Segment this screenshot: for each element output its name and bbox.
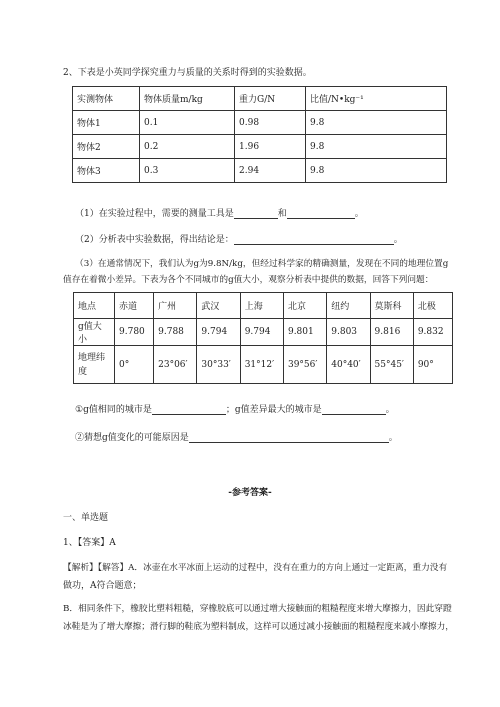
table-cell: 物体3 <box>73 159 140 183</box>
question-b-text: ②猜想g值变化的可能原因是 <box>75 433 189 443</box>
row-label: 地点 <box>74 293 115 319</box>
table-cell: 0.1 <box>140 111 235 135</box>
question-b-text: 。 <box>388 433 398 443</box>
table-cell: 55°45′ <box>370 346 413 384</box>
table-cell: 9.788 <box>154 319 197 346</box>
table-cell: 9.832 <box>413 319 452 346</box>
table-header-cell: 实测物体 <box>73 87 140 111</box>
sub-question-3-line: （3）在通常情况下，我们认为g为9.8N/kg，但经过科学家的精确测量，发现在不同的地理位置g <box>75 259 449 269</box>
table-cell: 23°06′ <box>154 346 197 384</box>
mass-weight-table <box>72 86 447 183</box>
table-row <box>73 159 447 183</box>
table-cell: 40°40′ <box>327 346 370 384</box>
table-cell: 90° <box>413 346 452 384</box>
section-title: 一、单选题 <box>63 513 109 523</box>
question-b <box>75 430 398 443</box>
analysis-line: B．相同条件下，橡胶比塑料粗糙，穿橡胶底可以通过增大接触面的粗糙程度来增大摩擦力，因此穿蹬 <box>63 604 452 614</box>
table-header-cell: 比值/N•kg⁻¹ <box>306 87 447 111</box>
table-cell: 莫斯科 <box>370 293 413 319</box>
table-cell: 9.794 <box>240 319 283 346</box>
table-cell: 30°33′ <box>197 346 240 384</box>
table-cell: 0.98 <box>235 111 306 135</box>
analysis-line: 【解析】【解答】A．冰壶在水平冰面上运动的过程中，没有在重力的方向上通过一定距离，重力没有 <box>63 563 448 573</box>
table-row <box>74 319 453 346</box>
question-a-text: ①g值相同的城市是 <box>75 405 152 415</box>
table-cell: 物体1 <box>73 111 140 135</box>
table-cell: 0.2 <box>140 135 235 159</box>
answer-blank[interactable] <box>322 404 386 415</box>
table-header-cell: 重力G/N <box>235 87 306 111</box>
answer-blank[interactable] <box>152 404 226 415</box>
table-cell: 9.794 <box>197 319 240 346</box>
sub-question-2 <box>75 232 403 245</box>
table-row <box>73 135 447 159</box>
sub-question-1-text: （1）在实验过程中，需要的测量工具是 <box>75 209 234 219</box>
table-cell: 上海 <box>240 293 283 319</box>
answer-blank[interactable] <box>287 208 355 219</box>
table-cell: 0.3 <box>140 159 235 183</box>
table-cell: 39°56′ <box>283 346 326 384</box>
answer-blank[interactable] <box>234 208 278 219</box>
table-cell: 物体2 <box>73 135 140 159</box>
gravity-city-table <box>73 292 453 384</box>
sub-question-2-text: （2）分析表中实验数据，得出结论是： <box>75 235 234 245</box>
table-cell: 武汉 <box>197 293 240 319</box>
sub-question-2-text: 。 <box>393 235 403 245</box>
table-row <box>74 293 453 319</box>
table-cell: 9.780 <box>115 319 154 346</box>
analysis-line: 做功，A符合题意； <box>63 581 142 591</box>
row-label: 地理纬度 <box>74 346 115 384</box>
table-cell: 9.8 <box>306 135 447 159</box>
sub-question-1 <box>75 206 364 219</box>
table-cell: 北极 <box>413 293 452 319</box>
table-cell: 9.803 <box>327 319 370 346</box>
table-cell: 9.8 <box>306 159 447 183</box>
table-cell: 广州 <box>154 293 197 319</box>
answers-heading: -参考答案- <box>228 488 272 498</box>
sub-question-3-line: 值存在着微小差异。下表为各个不同城市的g值大小，观察分析表中提供的数据，回答下列问题： <box>63 275 434 285</box>
table-cell: 31°12′ <box>240 346 283 384</box>
table-cell: 2.94 <box>235 159 306 183</box>
table-cell: 9.816 <box>370 319 413 346</box>
table-row <box>74 346 453 384</box>
table-cell: 1.96 <box>235 135 306 159</box>
question-a-text: ；g值差异最大的城市是 <box>225 405 322 415</box>
sub-question-1-text: 。 <box>354 209 364 219</box>
answer-item: 1、【答案】A <box>63 538 116 548</box>
sub-question-1-text: 和 <box>277 209 287 219</box>
table-cell: 9.8 <box>306 111 447 135</box>
question-a-text: 。 <box>385 405 395 415</box>
table-cell: 0° <box>115 346 154 384</box>
table-cell: 北京 <box>283 293 326 319</box>
table-cell: 9.801 <box>283 319 326 346</box>
analysis-line: 冰鞋是为了增大摩擦；滑行脚的鞋底为塑料制成，这样可以通过减小接触面的粗糙程度来减小摩擦力， <box>63 622 454 632</box>
answer-blank[interactable] <box>189 432 389 443</box>
table-header-row <box>73 87 447 111</box>
question-a <box>75 402 395 415</box>
row-label: g值大小 <box>74 319 115 346</box>
table-cell: 赤道 <box>115 293 154 319</box>
answer-blank[interactable] <box>234 234 394 245</box>
table-row <box>73 111 447 135</box>
question-intro: 2、下表是小英同学探究重力与质量的关系时得到的实验数据。 <box>63 68 312 78</box>
table-header-cell: 物体质量m/kg <box>140 87 235 111</box>
table-cell: 纽约 <box>327 293 370 319</box>
